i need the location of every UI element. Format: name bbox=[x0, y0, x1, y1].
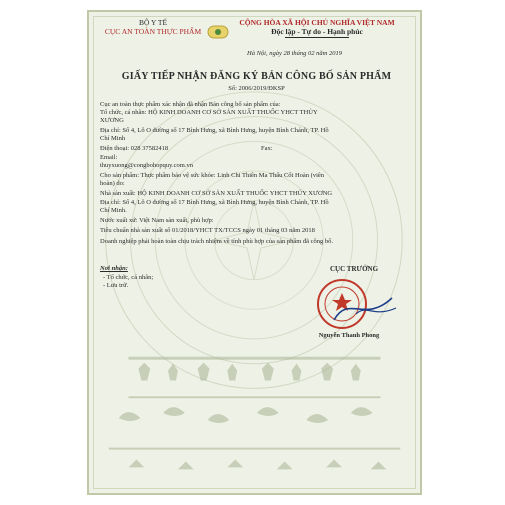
address-line-2: Chí Minh bbox=[100, 135, 126, 142]
department-name: CỤC AN TOÀN THỰC PHẨM bbox=[104, 27, 202, 36]
ministry-name: BỘ Y TẾ bbox=[138, 18, 168, 27]
address-line-1: Địa chỉ: Số 4, Lô O đường số 17 Bình Hưng, xã Bình Hưng, huyện Bình Chánh, TP. Hồ bbox=[100, 127, 329, 134]
header-right bbox=[217, 18, 417, 36]
organization-line-1: Tổ chức, cá nhân: HỘ KINH DOANH CƠ SỞ SẢN XUẤT THUỐC YHCT THỦY bbox=[100, 109, 318, 116]
manufacturer-address-line-1: Địa chỉ: Số 4, Lô O đường số 17 Bình Hưng, xã Bình Hưng, huyện Bình Chánh, TP. Hồ bbox=[100, 199, 329, 206]
signatory-title: CỤC TRƯỞNG bbox=[329, 265, 379, 273]
origin-line: Nước xuất xứ: Việt Nam sản xuất, phù hợp: bbox=[100, 217, 214, 224]
manufacturer-address-line-2: Chí Minh. bbox=[100, 207, 127, 214]
official-seal-icon bbox=[304, 274, 404, 332]
issue-date: Hà Nội, ngày 28 tháng 02 năm 2019 bbox=[247, 50, 342, 57]
intro-line: Cục an toàn thực phẩm xác nhận đã nhận Bản công bố sản phẩm của: bbox=[100, 101, 281, 108]
product-line-2: hoàn) do: bbox=[100, 180, 125, 187]
email-label: Email: bbox=[100, 154, 118, 161]
responsibility-line: Doanh nghiệp phải hoàn toàn chịu trách nhiệm về tính phù hợp của sản phẩm đã công bố. bbox=[100, 238, 334, 245]
header-left bbox=[103, 18, 203, 36]
manufacturer-line: Nhà sản xuất: HỘ KINH DOANH CƠ SỞ SẢN XUẤT THUỐC YHCT THỦY XƯƠNG bbox=[100, 190, 333, 197]
fax-line: Fax: bbox=[261, 145, 273, 152]
certificate-document bbox=[87, 10, 422, 495]
recipients-label: Nơi nhận: bbox=[100, 265, 128, 272]
national-motto: Độc lập - Tự do - Hạnh phúc bbox=[271, 27, 363, 36]
motto-underline bbox=[285, 37, 349, 38]
signatory-name: Nguyễn Thanh Phong bbox=[318, 332, 380, 339]
product-line-1: Cho sản phẩm: Thực phẩm bảo vệ sức khỏe: Linh Chi Thiên Ma Thấu Cốt Hoàn (viên bbox=[100, 172, 325, 179]
recipient-item: - Tổ chức, cá nhân; bbox=[103, 274, 154, 281]
email-value: thuyxuong@congbohopquy.com.vn bbox=[100, 162, 193, 169]
document-title: GIẤY TIẾP NHẬN ĐĂNG KÝ BẢN CÔNG BỐ SẢN PHẨM bbox=[121, 71, 392, 82]
organization-line-2: XƯƠNG bbox=[100, 117, 124, 124]
standard-line: Tiêu chuẩn nhà sản xuất số 01/2018/YHCT TX/TCCS ngày 01 tháng 03 năm 2018 bbox=[100, 227, 315, 234]
recipient-item: - Lưu trữ. bbox=[103, 282, 129, 289]
phone-line: Điện thoại: 028 37582418 bbox=[100, 145, 169, 152]
registration-number: Số: 2006/2019/ĐKSP bbox=[228, 85, 285, 92]
country-name: CỘNG HÒA XÃ HỘI CHỦ NGHĨA VIỆT NAM bbox=[239, 18, 395, 27]
